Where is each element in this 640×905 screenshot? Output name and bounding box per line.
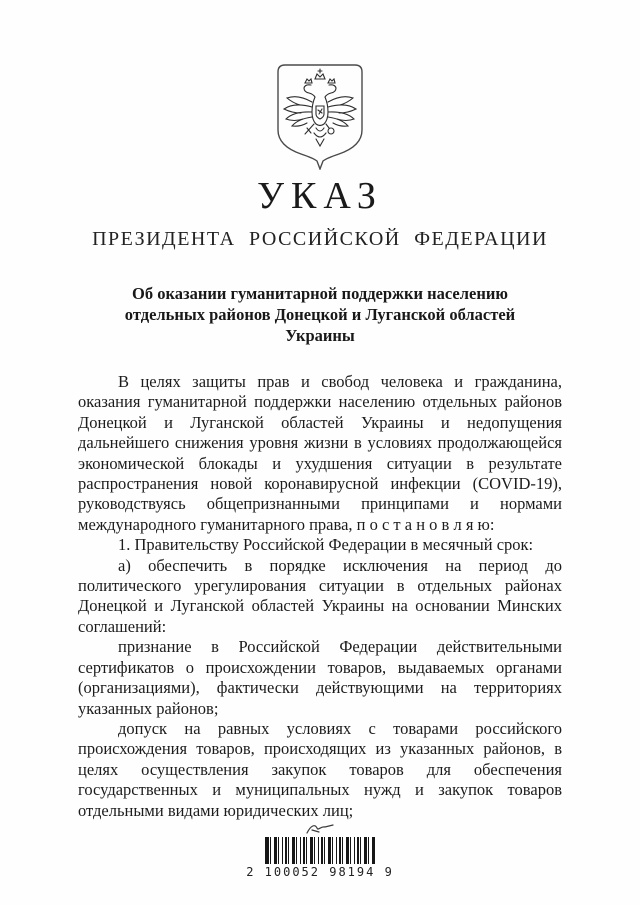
registration-squiggle-icon <box>303 822 337 836</box>
document-type-title: УКАЗ <box>257 175 383 217</box>
coat-of-arms-icon <box>274 62 366 170</box>
paragraph-item-1: 1. Правительству Российской Федерации в месячный срок: <box>118 535 534 555</box>
document-body <box>78 372 562 821</box>
issuing-authority-title: ПРЕЗИДЕНТА РОССИЙСКОЙ ФЕДЕРАЦИИ <box>92 228 548 250</box>
document-subject-heading: Об оказании гуманитарной поддержки населению отдельных районов Донецкой и Луганской областей Украины <box>124 284 516 345</box>
barcode <box>0 822 640 879</box>
paragraph-item-1a: а) обеспечить в порядке исключения на период до политического урегулирования ситуации в отдельных районах Донецкой и Луганской областей Украины на основании Минских соглашений: <box>78 555 562 636</box>
paragraph-certificates: признание в Российской Федерации действительными сертификатов о происхождении товаров, выдаваемых органами (организациями), фактически действующими на территориях указанных районов; <box>78 637 562 718</box>
paragraph-procurement: допуск на равных условиях с товарами российского происхождения товаров, происходящих из указанных районов, в целях осуществления закупок товаров для обеспечения государственных и муниципальных нужд и закупок товаров отдельными видами юридических лиц; <box>78 718 562 820</box>
barcode-digits: 2 100052 98194 9 <box>246 865 394 879</box>
barcode-bars <box>265 837 375 864</box>
paragraph-preamble: В целях защиты прав и свобод человека и гражданина, оказания гуманитарной поддержки населению отдельных районов Донецкой и Луганской областей Украины и недопущения дальнейшего снижения уровня жизни в условиях продолжающейся экономической блокады и ухудшения ситуации в результате распространения новой коронавирусной инфекции (COVID-19), руководствуясь общепризнанными принципами и нормами международного гуманитарного права, п о с т а н о в л я ю: <box>78 372 562 534</box>
